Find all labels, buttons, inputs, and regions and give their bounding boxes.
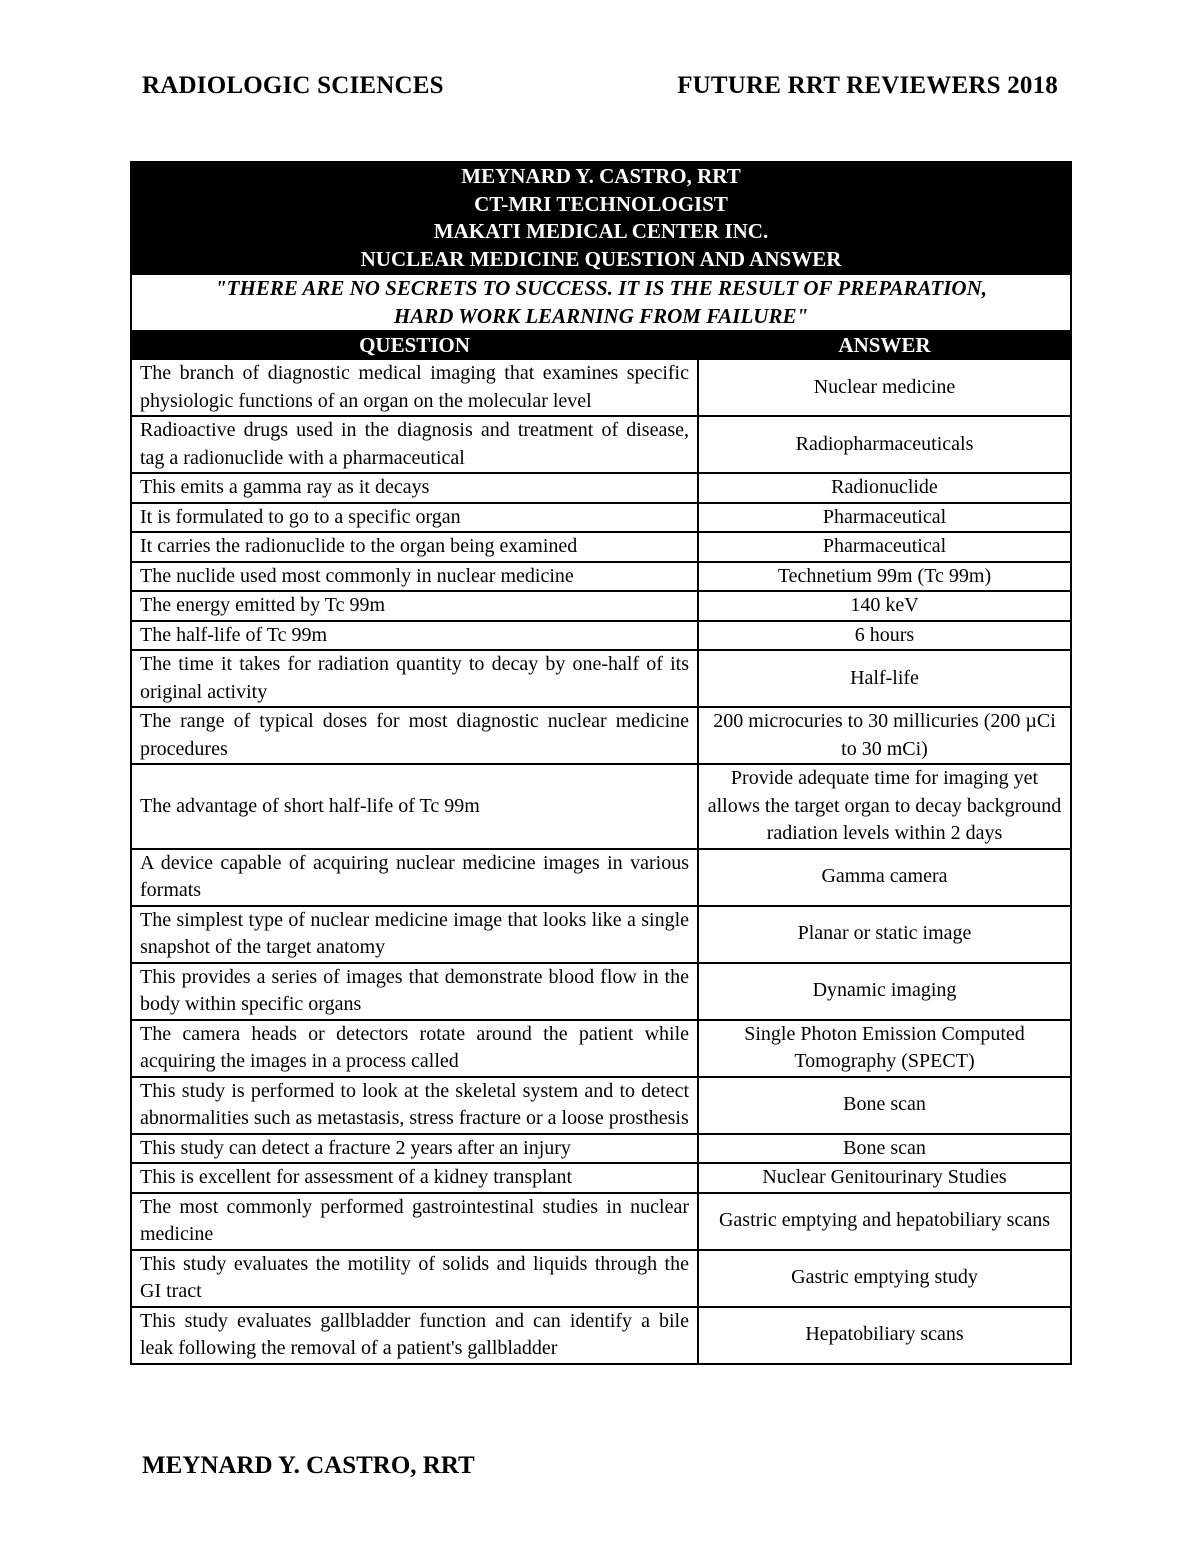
question-cell: This study evaluates the motility of solids and liquids through the GI tract bbox=[131, 1250, 698, 1307]
question-cell: A device capable of acquiring nuclear medicine images in various formats bbox=[131, 849, 698, 906]
motivational-quote bbox=[131, 274, 1071, 331]
table-row bbox=[131, 1193, 1071, 1250]
question-cell: This emits a gamma ray as it decays bbox=[131, 473, 698, 503]
table-row bbox=[131, 707, 1071, 764]
answer-cell: 6 hours bbox=[698, 621, 1071, 651]
quote-line-1: "THERE ARE NO SECRETS TO SUCCESS. IT IS THE RESULT OF PREPARATION, bbox=[215, 276, 987, 300]
answer-cell: Technetium 99m (Tc 99m) bbox=[698, 562, 1071, 592]
banner-author: MEYNARD Y. CASTRO, RRT bbox=[461, 164, 741, 188]
question-cell: The advantage of short half-life of Tc 99m bbox=[131, 764, 698, 849]
question-cell: This study can detect a fracture 2 years after an injury bbox=[131, 1134, 698, 1164]
banner-role: CT-MRI TECHNOLOGIST bbox=[474, 191, 728, 216]
banner bbox=[131, 162, 1071, 274]
question-cell: The camera heads or detectors rotate around the patient while acquiring the images in a process called bbox=[131, 1020, 698, 1077]
answer-cell: Hepatobiliary scans bbox=[698, 1307, 1071, 1364]
question-cell: This is excellent for assessment of a kidney transplant bbox=[131, 1163, 698, 1193]
answer-cell: 140 keV bbox=[698, 591, 1071, 621]
table-row bbox=[131, 416, 1071, 473]
question-cell: The simplest type of nuclear medicine image that looks like a single snapshot of the target anatomy bbox=[131, 906, 698, 963]
qa-body bbox=[131, 359, 1071, 1364]
question-cell: The branch of diagnostic medical imaging that examines specific physiologic functions of an organ on the molecular level bbox=[131, 359, 698, 416]
table-row bbox=[131, 473, 1071, 503]
table-row bbox=[131, 1077, 1071, 1134]
qa-table bbox=[130, 161, 1072, 1365]
answer-cell: Bone scan bbox=[698, 1134, 1071, 1164]
header-right-title: FUTURE RRT REVIEWERS 2018 bbox=[677, 72, 1058, 99]
answer-cell: Half-life bbox=[698, 650, 1071, 707]
answer-cell: Nuclear Genitourinary Studies bbox=[698, 1163, 1071, 1193]
answer-cell: Pharmaceutical bbox=[698, 503, 1071, 533]
answer-cell: Gastric emptying study bbox=[698, 1250, 1071, 1307]
table-row bbox=[131, 532, 1071, 562]
answer-cell: Radiopharmaceuticals bbox=[698, 416, 1071, 473]
table-row bbox=[131, 963, 1071, 1020]
question-cell: The most commonly performed gastrointestinal studies in nuclear medicine bbox=[131, 1193, 698, 1250]
answer-cell: Gamma camera bbox=[698, 849, 1071, 906]
answer-cell: Bone scan bbox=[698, 1077, 1071, 1134]
table-row bbox=[131, 906, 1071, 963]
question-cell: Radioactive drugs used in the diagnosis and treatment of disease, tag a radionuclide with a pharmaceutical bbox=[131, 416, 698, 473]
question-cell: This study is performed to look at the skeletal system and to detect abnormalities such as metastasis, stress fracture or a loose prosthesis bbox=[131, 1077, 698, 1134]
table-row bbox=[131, 562, 1071, 592]
table-row bbox=[131, 1250, 1071, 1307]
question-cell: It carries the radionuclide to the organ being examined bbox=[131, 532, 698, 562]
header-left-title: RADIOLOGIC SCIENCES bbox=[142, 72, 444, 99]
quote-line-2: HARD WORK LEARNING FROM FAILURE" bbox=[393, 303, 809, 328]
table-row bbox=[131, 591, 1071, 621]
question-cell: This provides a series of images that demonstrate blood flow in the body within specific organs bbox=[131, 963, 698, 1020]
answer-cell: Radionuclide bbox=[698, 473, 1071, 503]
answer-cell: Single Photon Emission Computed Tomography (SPECT) bbox=[698, 1020, 1071, 1077]
table-row bbox=[131, 503, 1071, 533]
column-header-answer: ANSWER bbox=[698, 331, 1071, 359]
table-row bbox=[131, 1307, 1071, 1364]
table-row bbox=[131, 764, 1071, 849]
question-cell: The nuclide used most commonly in nuclear medicine bbox=[131, 562, 698, 592]
table-row bbox=[131, 1163, 1071, 1193]
table-row bbox=[131, 849, 1071, 906]
question-cell: The range of typical doses for most diagnostic nuclear medicine procedures bbox=[131, 707, 698, 764]
table-row bbox=[131, 1020, 1071, 1077]
banner-institution: MAKATI MEDICAL CENTER INC. bbox=[433, 219, 769, 243]
question-cell: It is formulated to go to a specific organ bbox=[131, 503, 698, 533]
answer-cell: 200 microcuries to 30 millicuries (200 µCi to 30 mCi) bbox=[698, 707, 1071, 764]
table-row bbox=[131, 359, 1071, 416]
page-footer: MEYNARD Y. CASTRO, RRT bbox=[142, 1452, 475, 1479]
banner-subject: NUCLEAR MEDICINE QUESTION AND ANSWER bbox=[360, 246, 842, 271]
page-header bbox=[142, 68, 1058, 104]
quote-row bbox=[131, 274, 1071, 331]
column-header-row bbox=[131, 331, 1071, 359]
answer-cell: Planar or static image bbox=[698, 906, 1071, 963]
table-row bbox=[131, 621, 1071, 651]
table-row bbox=[131, 1134, 1071, 1164]
table-row bbox=[131, 650, 1071, 707]
answer-cell: Nuclear medicine bbox=[698, 359, 1071, 416]
column-header-question: QUESTION bbox=[131, 331, 698, 359]
question-cell: This study evaluates gallbladder function and can identify a bile leak following the removal of a patient's gallbladder bbox=[131, 1307, 698, 1364]
answer-cell: Provide adequate time for imaging yet allows the target organ to decay background radiation levels within 2 days bbox=[698, 764, 1071, 849]
answer-cell: Pharmaceutical bbox=[698, 532, 1071, 562]
question-cell: The energy emitted by Tc 99m bbox=[131, 591, 698, 621]
question-cell: The time it takes for radiation quantity to decay by one-half of its original activity bbox=[131, 650, 698, 707]
answer-cell: Dynamic imaging bbox=[698, 963, 1071, 1020]
banner-row bbox=[131, 162, 1071, 274]
question-cell: The half-life of Tc 99m bbox=[131, 621, 698, 651]
answer-cell: Gastric emptying and hepatobiliary scans bbox=[698, 1193, 1071, 1250]
